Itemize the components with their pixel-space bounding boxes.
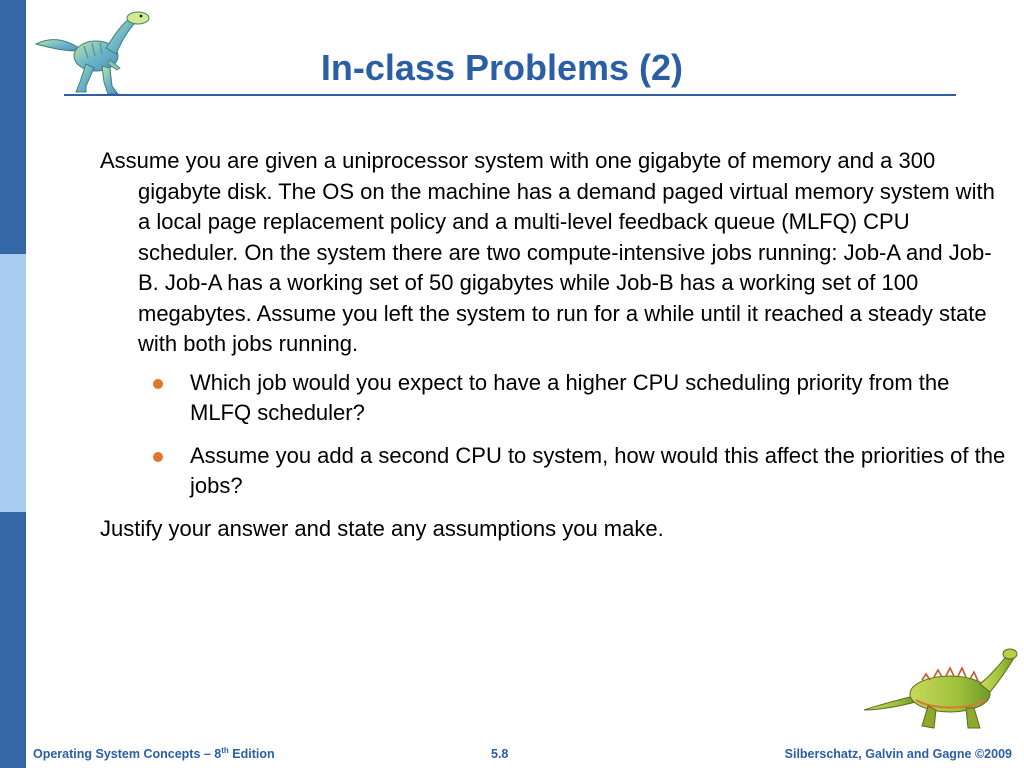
slide-content [100, 146, 1012, 544]
book-title-footer [33, 746, 275, 762]
list-item [100, 441, 1012, 502]
edition-suffix: Edition [228, 747, 275, 761]
book-title: Operating System Concepts – 8 [33, 747, 222, 761]
problem-statement: Assume you are given a uniprocessor system with one gigabyte of memory and a 300 gigabyte disk. The OS on the machine has a demand paged virtual memory system with a local page replacement policy and a multi-level feedback queue (MLFQ) CPU scheduler. On the system there are two compute-intensive jobs running: Job-A and Job-B. Job-A has a working set of 50 gigabytes while Job-B has a working set of 100 megabytes. Assume you left the system to run for a while until it reached a steady state with both jobs running. [100, 148, 995, 356]
list-item [100, 368, 1012, 429]
question-text: Which job would you expect to have a higher CPU scheduling priority from the MLFQ scheduler? [190, 369, 950, 425]
copyright-notice: Silberschatz, Galvin and Gagne ©2009 [784, 747, 1012, 761]
side-bar-top-segment [0, 0, 26, 254]
question-text: Assume you add a second CPU to system, how would this affect the priorities of the jobs? [190, 442, 1006, 498]
page-number: 5.8 [491, 747, 509, 761]
edition-superscript: th [221, 745, 229, 755]
dinosaur-icon [862, 634, 1018, 734]
question-list [100, 368, 1012, 502]
dinosaur-icon [34, 6, 158, 96]
side-bar-bottom-segment [0, 512, 26, 768]
side-bar-middle-segment [0, 254, 26, 512]
title-divider [64, 94, 956, 96]
bullet-icon [153, 379, 163, 389]
bullet-icon [153, 452, 163, 462]
side-bar [0, 0, 26, 768]
page-title: In-class Problems (2) [320, 47, 684, 88]
closing-instruction: Justify your answer and state any assumptions you make. [100, 515, 664, 541]
